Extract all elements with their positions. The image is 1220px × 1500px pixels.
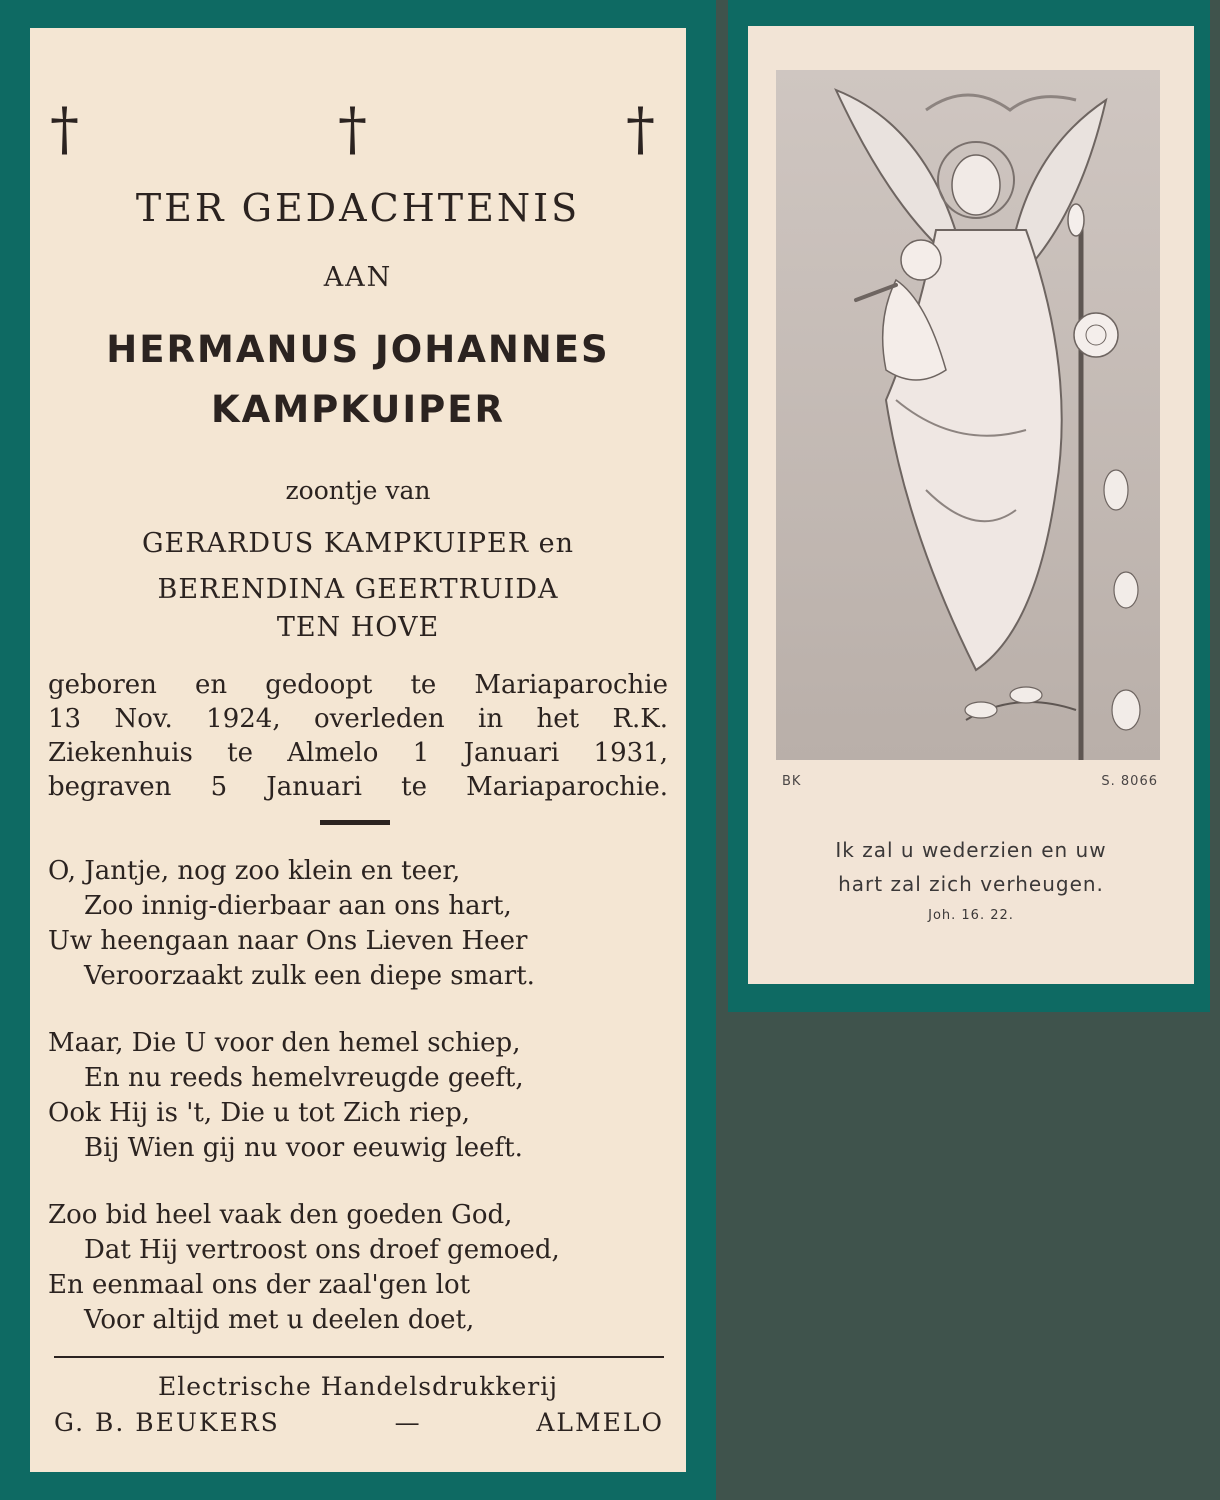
memorial-heading: TER GEDACHTENIS: [135, 186, 581, 230]
poem: [48, 854, 678, 1370]
bio-line: 13 Nov. 1924, overleden in het R.K.: [48, 704, 668, 734]
printer-line1: Electrische Handelsdrukkerij: [158, 1372, 558, 1401]
poem-line: Bij Wien gij nu voor eeuwig leeft.: [84, 1133, 523, 1163]
poem-stanza: [48, 1198, 678, 1338]
poem-line: Veroorzaakt zulk een diepe smart.: [84, 961, 535, 991]
cross-icon: †: [50, 95, 79, 163]
verse-line1: Ik zal u wederzien en uw: [835, 838, 1107, 862]
poem-stanza: [48, 1026, 678, 1166]
printer-line2: [54, 1408, 664, 1437]
parent-line2: BERENDINA GEERTRUIDA: [157, 574, 559, 605]
bio-line: geboren en gedoopt te Mariaparochie: [48, 670, 668, 700]
bio-line: begraven 5 Januari te Mariaparochie.: [48, 772, 668, 802]
poem-stanza: [48, 854, 678, 994]
poem-line: En eenmaal ons der zaal'gen lot: [48, 1270, 471, 1300]
poem-line: Zoo bid heel vaak den goeden God,: [48, 1200, 513, 1230]
printer-dash: —: [394, 1408, 422, 1437]
verse-line2: hart zal zich verheugen.: [838, 872, 1104, 896]
poem-line: Ook Hij is 't, Die u tot Zich riep,: [48, 1098, 470, 1128]
bio-line: Ziekenhuis te Almelo 1 Januari 1931,: [48, 738, 668, 768]
memorial-card-paper: [30, 28, 686, 1472]
serial-number: S. 8066: [1101, 774, 1158, 789]
relation-text: zoontje van: [285, 476, 431, 505]
poem-line: Uw heengaan naar Ons Lieven Heer: [48, 926, 528, 956]
deceased-name-line2: KAMPKUIPER: [211, 388, 505, 431]
holy-card-paper: [748, 26, 1194, 984]
footer-divider: [54, 1356, 664, 1358]
holy-card: [728, 0, 1210, 1012]
biography: [48, 668, 668, 804]
cross-icon: †: [338, 95, 367, 163]
poem-line: Zoo innig-dierbaar aan ons hart,: [84, 891, 512, 921]
printer-name: G. B. BEUKERS: [54, 1408, 280, 1437]
angel-icon: [776, 70, 1160, 760]
guardian-angel-illustration: [776, 70, 1160, 760]
deceased-name-line1: HERMANUS JOHANNES: [106, 328, 610, 371]
verse-reference: Joh. 16. 22.: [928, 908, 1014, 923]
poem-line: Voor altijd met u deelen doet,: [84, 1305, 475, 1335]
memorial-aan: AAN: [323, 262, 393, 293]
poem-line: En nu reeds hemelvreugde geeft,: [84, 1063, 524, 1093]
parent-line1: GERARDUS KAMPKUIPER en: [141, 528, 575, 559]
poem-line: O, Jantje, nog zoo klein en teer,: [48, 856, 461, 886]
poem-line: Maar, Die U voor den hemel schiep,: [48, 1028, 521, 1058]
parent-line3: TEN HOVE: [276, 612, 440, 643]
printer-city: ALMELO: [536, 1408, 664, 1437]
cross-icon: †: [626, 95, 655, 163]
divider: [320, 820, 390, 825]
publisher-mark: BK: [782, 774, 802, 789]
poem-line: Dat Hij vertroost ons droef gemoed,: [84, 1235, 560, 1265]
